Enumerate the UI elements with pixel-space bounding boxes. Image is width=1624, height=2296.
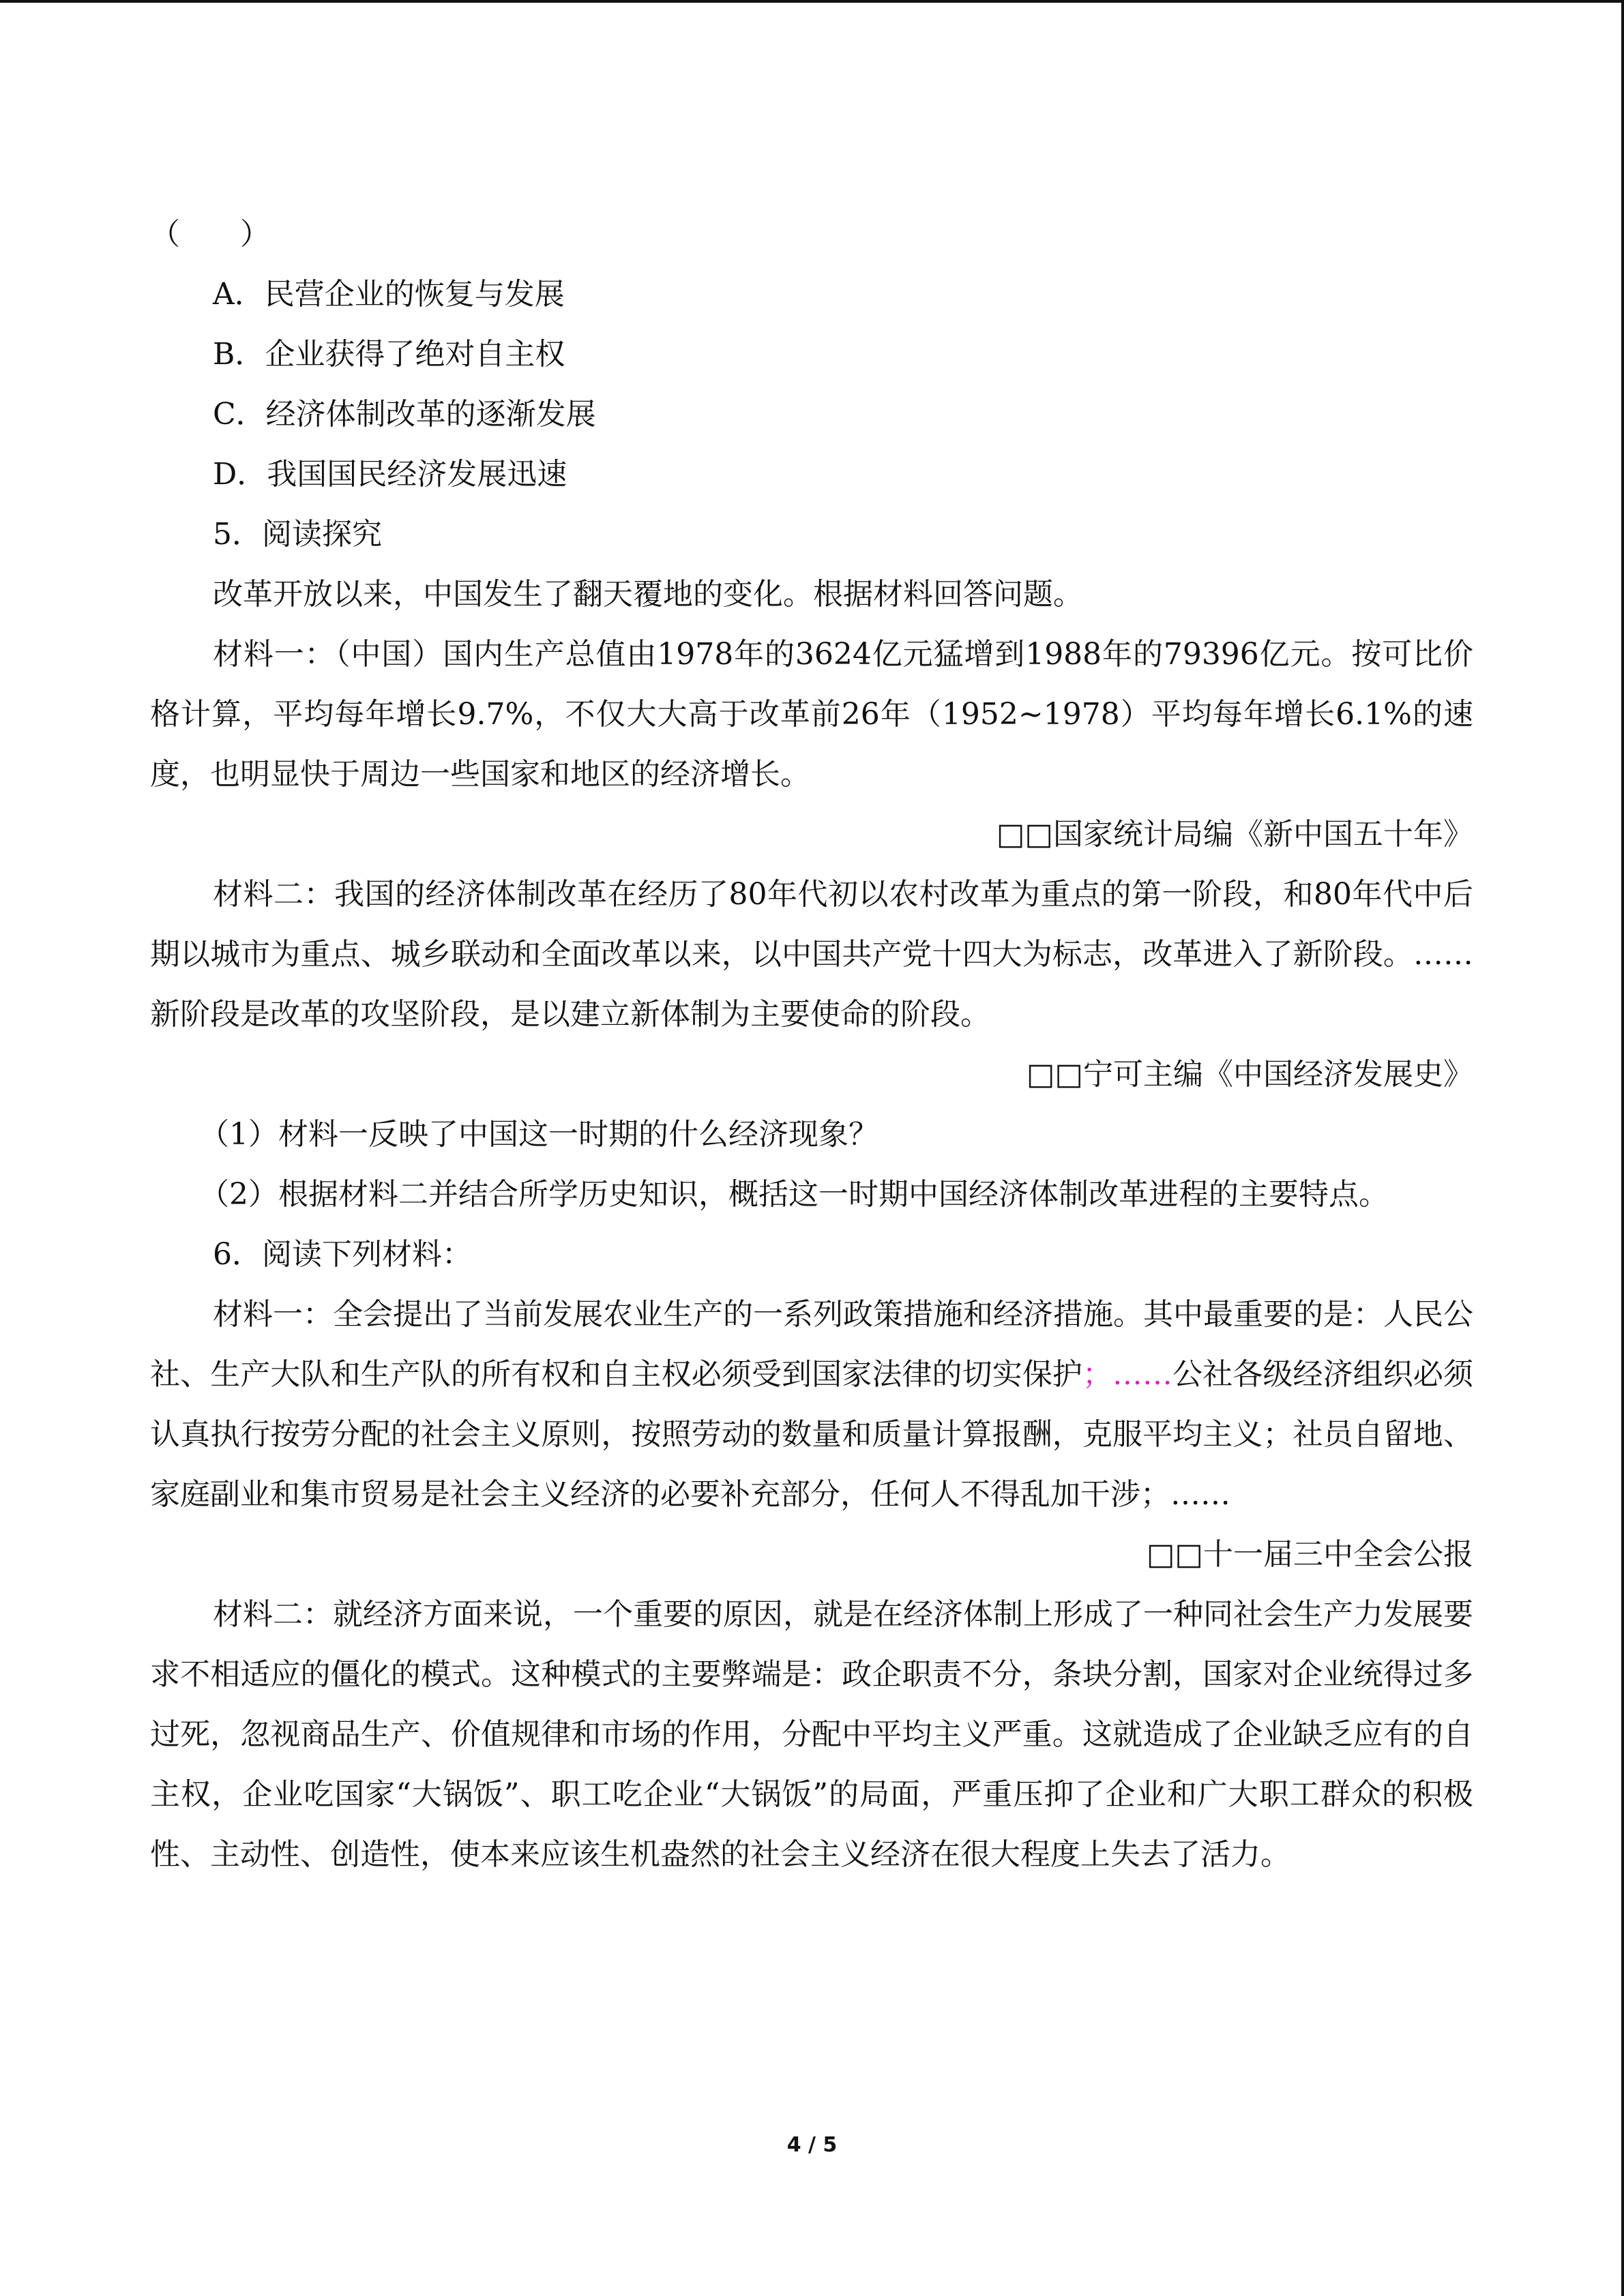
q5-subquestion-1: （1）材料一反映了中国这一时期的什么经济现象？ <box>199 1117 879 1152</box>
q6-material-1-part2: 公社各级经济组织必须认真执行按劳分配的社会主义原则，按照劳动的数量和质量计算报酬，克服平均主义；社员自留地、家庭副业和集市贸易是社会主义经济的必要补充部分，任何人不得乱加干涉；…… <box>150 1357 1474 1512</box>
q5-heading: 5．阅读探究 <box>213 517 382 552</box>
q5-material-1: 材料一：（中国）国内生产总值由1978年的3624亿元猛增到1988年的79396亿元。按可比价格计算，平均每年增长9.7%，不仅大大高于改革前26年（1952~1978）平均每年增长6.1%的速度，也明显快于周边一些国家和地区的经济增长。 <box>150 637 1473 792</box>
q6-material-1 <box>150 1285 1473 1525</box>
q6-material-2: 材料二：就经济方面来说，一个重要的原因，就是在经济体制上形成了一种同社会生产力发展要求不相适应的僵化的模式。这种模式的主要弊端是：政企职责不分，条块分割，国家对企业统得过多过死，忽视商品生产、价值规律和市场的作用，分配中平均主义严重。这就造成了企业缺乏应有的自主权，企业吃国家“大锅饭”、职工吃企业“大锅饭”的局面，严重压抑了企业和广大职工群众的积极性、主动性、创造性，使本来应该生机盎然的社会主义经济在很大程度上失去了活力。 <box>150 1597 1473 1872</box>
q4-option-b: B．企业获得了绝对自主权 <box>213 337 565 372</box>
q5-intro: 改革开放以来，中国发生了翻天覆地的变化。根据材料回答问题。 <box>213 577 1083 612</box>
document-body <box>150 205 1473 1885</box>
q6-heading: 6．阅读下列材料： <box>213 1237 472 1272</box>
q6-source-1: □□十一届三中全会公报 <box>1146 1537 1473 1572</box>
page-top-border <box>0 0 1624 3</box>
q6-material-1-part1: 材料一：全会提出了当前发展农业生产的一系列政策措施和经济措施。其中最重要的是：人民公社、生产大队和生产队的所有权和自主权必须受到国家法律的切实保护 <box>150 1297 1473 1392</box>
q4-answer-paren: （ ） <box>150 217 270 252</box>
page-right-border <box>1621 0 1624 2296</box>
q5-subquestion-2: （2）根据材料二并结合所学历史知识，概括这一时期中国经济体制改革进程的主要特点。 <box>199 1177 1389 1212</box>
q4-option-a: A．民营企业的恢复与发展 <box>213 277 565 312</box>
q4-option-d: D．我国国民经济发展迅速 <box>213 457 567 492</box>
q5-source-1: □□国家统计局编《新中国五十年》 <box>996 817 1473 852</box>
q5-material-2: 材料二：我国的经济体制改革在经历了80年代初以农村改革为重点的第一阶段，和80年代中后期以城市为重点、城乡联动和全面改革以来，以中国共产党十四大为标志，改革进入了新阶段。……新阶段是改革的攻坚阶段，是以建立新体制为主要使命的阶段。 <box>150 877 1473 1032</box>
q6-material-1-mark: ；…… <box>1082 1357 1173 1392</box>
q4-option-c: C．经济体制改革的逐渐发展 <box>213 397 596 432</box>
q5-source-2: □□宁可主编《中国经济发展史》 <box>1026 1057 1473 1092</box>
page-number: 4 / 5 <box>786 2133 838 2157</box>
